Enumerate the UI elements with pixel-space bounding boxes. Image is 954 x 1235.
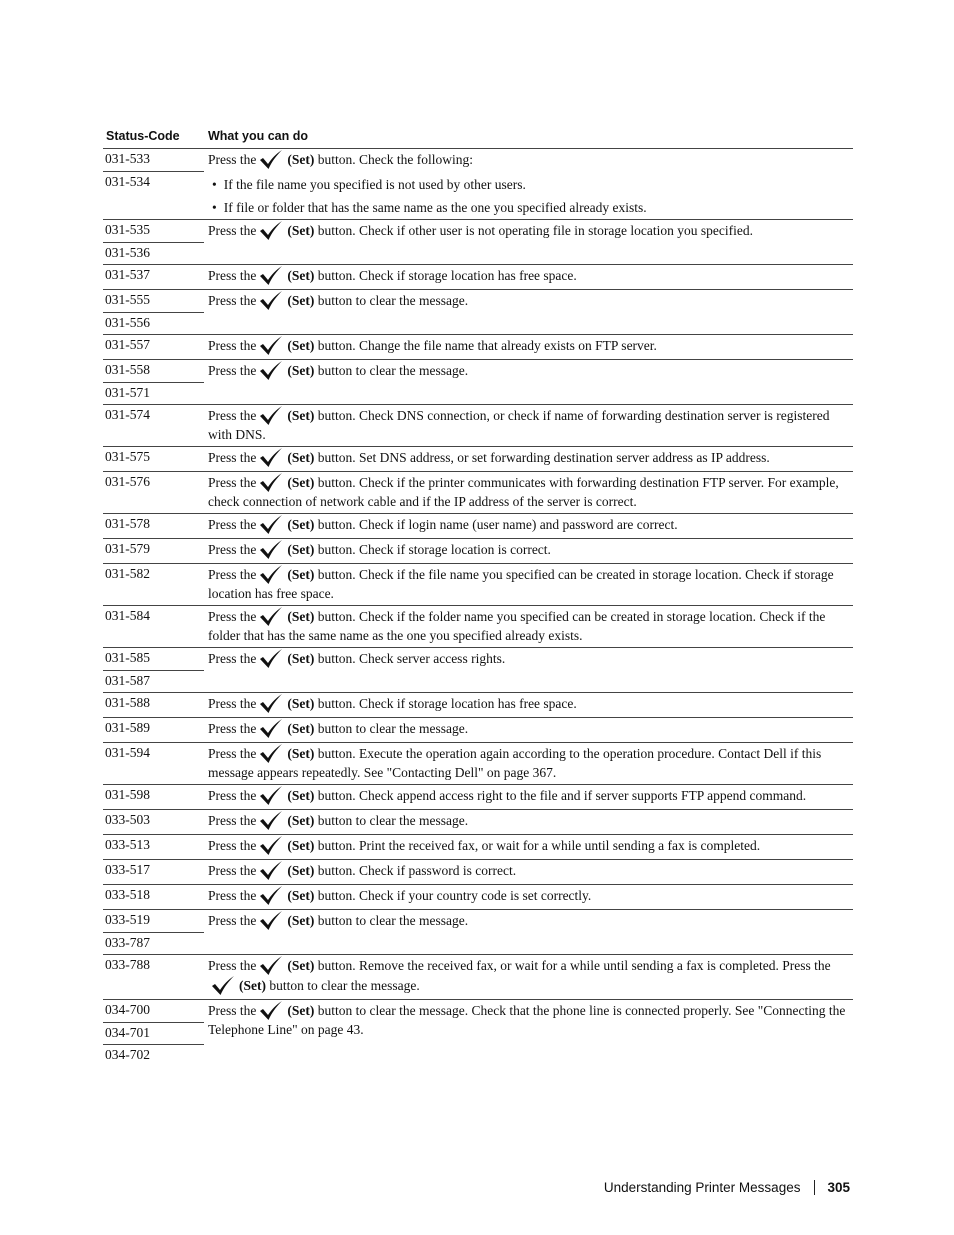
action-cell xyxy=(204,785,853,809)
status-code-cell xyxy=(103,472,204,513)
checkmark-icon xyxy=(259,448,283,468)
set-label: (Set) xyxy=(239,978,266,993)
press-the-text: Press the xyxy=(208,863,257,878)
checkmark-icon xyxy=(259,515,283,535)
press-the-text: Press the xyxy=(208,746,257,761)
press-the-text: Press the xyxy=(208,788,257,803)
page-number: 305 xyxy=(827,1180,850,1195)
press-the-text: Press the xyxy=(208,838,257,853)
action-cell xyxy=(204,564,853,605)
action-cell xyxy=(204,835,853,859)
checkmark-icon xyxy=(259,540,283,560)
table-row xyxy=(103,265,853,290)
table-row xyxy=(103,835,853,860)
press-the-text: Press the xyxy=(208,696,257,711)
set-label: (Set) xyxy=(287,223,315,238)
action-text: button. Check if the file name you specified can be created in storage location. Check if storage location has free space. xyxy=(208,567,834,601)
action-cell xyxy=(204,265,853,289)
status-code: 031-578 xyxy=(105,516,150,531)
table-row xyxy=(103,743,853,785)
status-code: 031-535 xyxy=(105,222,150,237)
status-code-cell xyxy=(103,718,204,742)
status-code: 031-584 xyxy=(105,608,150,623)
checkmark-icon xyxy=(259,221,283,241)
status-code-cell xyxy=(103,220,204,264)
action-cell xyxy=(204,472,853,513)
checkmark-icon xyxy=(259,719,283,739)
press-the-text: Press the xyxy=(208,363,257,378)
status-code: 031-594 xyxy=(105,745,150,760)
status-code-table xyxy=(103,123,853,1066)
set-label: (Set) xyxy=(287,293,315,308)
action-cell xyxy=(204,360,853,404)
set-label: (Set) xyxy=(287,1003,315,1018)
status-code-cell xyxy=(103,955,204,999)
table-row xyxy=(103,360,853,405)
action-cell xyxy=(204,885,853,909)
table-row xyxy=(103,539,853,564)
action-text: button to clear the message. xyxy=(317,721,469,736)
status-code: 031-582 xyxy=(105,566,150,581)
press-the-text: Press the xyxy=(208,721,257,736)
checkmark-icon xyxy=(259,649,283,669)
press-the-text: Press the xyxy=(208,475,257,490)
bullet-item: • If file or folder that has the same name as the one you specified already exists. xyxy=(208,199,847,216)
set-label: (Set) xyxy=(287,152,315,167)
status-code-cell xyxy=(103,447,204,471)
bullet-item: • If the file name you specified is not used by other users. xyxy=(208,176,847,193)
press-the-text: Press the xyxy=(208,651,257,666)
table-row xyxy=(103,718,853,743)
action-text: button. Check if storage location has free space. xyxy=(317,696,577,711)
header-what-you-can-do: What you can do xyxy=(208,128,308,143)
press-the-text: Press the xyxy=(208,542,257,557)
checkmark-icon xyxy=(259,607,283,627)
action-cell xyxy=(204,743,853,784)
table-row xyxy=(103,405,853,447)
set-label: (Set) xyxy=(287,813,315,828)
checkmark-icon xyxy=(259,291,283,311)
table-row xyxy=(103,220,853,265)
checkmark-icon xyxy=(259,361,283,381)
status-code: 031-598 xyxy=(105,787,150,802)
set-label: (Set) xyxy=(287,958,315,973)
press-the-text: Press the xyxy=(208,913,257,928)
action-cell xyxy=(204,405,853,446)
table-row xyxy=(103,335,853,360)
action-cell xyxy=(204,860,853,884)
status-code: 031-555 xyxy=(105,292,150,307)
action-text: button. Check DNS connection, or check if name of forwarding destination server is registered with DNS. xyxy=(208,408,830,442)
table-header xyxy=(103,123,853,149)
action-text: button to clear the message. Check that the phone line is connected properly. See "Connecting the Telephone Line" on page 43. xyxy=(208,1003,846,1037)
checkmark-icon xyxy=(259,406,283,426)
action-text: button to clear the message. xyxy=(317,293,469,308)
status-code: 033-513 xyxy=(105,837,150,852)
status-code-cell xyxy=(103,910,204,954)
table-row xyxy=(103,648,853,693)
status-code: 033-517 xyxy=(105,862,150,877)
status-code: 031-533 xyxy=(105,151,150,166)
action-text: button. Check if the printer communicates with forwarding destination FTP server. For example, check connection of network cable and if the IP address of the server is correct. xyxy=(208,475,839,509)
checkmark-icon xyxy=(259,956,283,976)
footer-section-title: Understanding Printer Messages xyxy=(603,1180,801,1195)
table-row xyxy=(103,885,853,910)
set-label: (Set) xyxy=(287,863,315,878)
action-cell xyxy=(204,910,853,954)
status-code: 031-557 xyxy=(105,337,150,352)
press-the-text: Press the xyxy=(208,609,257,624)
action-text: button. Check if password is correct. xyxy=(317,863,517,878)
page-footer xyxy=(604,1180,850,1195)
status-code: 031-575 xyxy=(105,449,150,464)
action-cell xyxy=(204,335,853,359)
press-the-text: Press the xyxy=(208,450,257,465)
table-body xyxy=(103,149,853,1066)
status-code: 031-589 xyxy=(105,720,150,735)
action-cell xyxy=(204,718,853,742)
status-code: 031-588 xyxy=(105,695,150,710)
set-label: (Set) xyxy=(287,268,315,283)
press-the-text: Press the xyxy=(208,408,257,423)
action-cell xyxy=(204,693,853,717)
action-cell xyxy=(204,149,853,219)
action-cell xyxy=(204,514,853,538)
set-label: (Set) xyxy=(287,721,315,736)
status-code: 033-518 xyxy=(105,887,150,902)
status-code-cell xyxy=(103,405,204,446)
status-code-cell xyxy=(103,693,204,717)
status-code-cell xyxy=(103,785,204,809)
action-text: button to clear the message. xyxy=(317,913,469,928)
table-row xyxy=(103,514,853,539)
set-label: (Set) xyxy=(287,788,315,803)
action-cell xyxy=(204,810,853,834)
status-code-cell xyxy=(103,265,204,289)
checkmark-icon xyxy=(259,473,283,493)
action-text: button. Check if other user is not operating file in storage location you specified. xyxy=(317,223,754,238)
action-text: button. Check append access right to the file and if server supports FTP append command. xyxy=(317,788,807,803)
press-the-text: Press the xyxy=(208,888,257,903)
action-text: button to clear the message. xyxy=(317,813,469,828)
action-text: button. Set DNS address, or set forwarding destination server address as IP address. xyxy=(317,450,770,465)
set-label: (Set) xyxy=(287,651,315,666)
status-code-cell xyxy=(103,539,204,563)
status-code-cell xyxy=(103,860,204,884)
checkmark-icon xyxy=(259,1001,283,1021)
action-cell xyxy=(204,1000,853,1066)
status-code: 031-585 xyxy=(105,650,150,665)
footer-divider xyxy=(814,1180,815,1195)
status-code-cell xyxy=(103,1000,204,1066)
set-label: (Set) xyxy=(287,888,315,903)
status-code-cell xyxy=(103,335,204,359)
set-label: (Set) xyxy=(287,746,315,761)
action-text: button. Check server access rights. xyxy=(317,651,506,666)
action-cell xyxy=(204,606,853,647)
press-the-text: Press the xyxy=(208,813,257,828)
action-cell xyxy=(204,220,853,264)
table-row xyxy=(103,910,853,955)
table-row xyxy=(103,606,853,648)
status-code-cell xyxy=(103,149,204,219)
action-text: button to clear the message. xyxy=(317,363,469,378)
press-the-text: Press the xyxy=(208,567,257,582)
status-code: 031-537 xyxy=(105,267,150,282)
checkmark-icon xyxy=(259,886,283,906)
table-row xyxy=(103,785,853,810)
status-code-cell xyxy=(103,360,204,404)
checkmark-icon xyxy=(259,565,283,585)
press-the-text: Press the xyxy=(208,152,257,167)
set-label: (Set) xyxy=(287,338,315,353)
status-code-cell xyxy=(103,290,204,334)
press-the-text: Press the xyxy=(208,223,257,238)
action-cell xyxy=(204,290,853,334)
status-code: 033-519 xyxy=(105,912,150,927)
set-label: (Set) xyxy=(287,609,315,624)
status-code-cell xyxy=(103,564,204,605)
set-label: (Set) xyxy=(287,363,315,378)
checkmark-icon xyxy=(259,150,283,170)
status-code: 034-700 xyxy=(105,1002,150,1017)
checkmark-icon xyxy=(259,911,283,931)
action-text-lead: the xyxy=(814,958,831,973)
press-the-text: Press the xyxy=(208,1003,257,1018)
action-text: button. Print the received fax, or wait for a while until sending a fax is completed. xyxy=(317,838,761,853)
set-label: (Set) xyxy=(287,517,315,532)
status-code: 031-536 xyxy=(103,242,204,264)
checkmark-icon xyxy=(211,976,235,996)
checkmark-icon xyxy=(259,266,283,286)
table-row xyxy=(103,472,853,514)
action-text: button. Check if login name (user name) and password are correct. xyxy=(317,517,678,532)
action-text: button. Change the file name that already exists on FTP server. xyxy=(317,338,657,353)
action-text: button. Check if the folder name you specified can be created in storage location. Check if the folder that has the same name as the one you specified already exists. xyxy=(208,609,826,643)
action-text: button. Remove the received fax, or wait for a while until sending a fax is completed. Press xyxy=(317,958,811,973)
table-row xyxy=(103,447,853,472)
set-label: (Set) xyxy=(287,450,315,465)
action-text: button. Check if storage location has free space. xyxy=(317,268,577,283)
status-code: 031-574 xyxy=(105,407,150,422)
table-row xyxy=(103,860,853,885)
status-code: 031-534 xyxy=(103,171,204,193)
status-code-cell xyxy=(103,514,204,538)
status-code-cell xyxy=(103,810,204,834)
action-cell xyxy=(204,648,853,692)
status-code: 031-556 xyxy=(103,312,204,334)
press-the-text: Press the xyxy=(208,293,257,308)
checkmark-icon xyxy=(259,694,283,714)
set-label: (Set) xyxy=(287,838,315,853)
press-the-text: Press the xyxy=(208,517,257,532)
status-code: 031-587 xyxy=(103,670,204,692)
checkmark-icon xyxy=(259,811,283,831)
status-code-cell xyxy=(103,648,204,692)
table-row xyxy=(103,149,853,220)
table-row xyxy=(103,693,853,718)
action-text-tail: button to clear the message. xyxy=(269,978,420,993)
table-row xyxy=(103,955,853,1000)
press-the-text: Press the xyxy=(208,338,257,353)
action-text: button. Check the following: xyxy=(317,152,473,167)
action-cell xyxy=(204,955,853,999)
action-text: button. Check if storage location is correct. xyxy=(317,542,551,557)
status-code: 034-701 xyxy=(103,1022,204,1044)
checkmark-icon xyxy=(259,336,283,356)
checkmark-icon xyxy=(259,744,283,764)
status-code: 034-702 xyxy=(103,1044,204,1066)
set-label: (Set) xyxy=(287,475,315,490)
status-code: 031-571 xyxy=(103,382,204,404)
set-label: (Set) xyxy=(287,408,315,423)
action-text: button. Execute the operation again according to the operation procedure. Contact Dell if this message appears repeatedly. See "Contacting Dell" on page 367. xyxy=(208,746,822,780)
checkmark-icon xyxy=(259,786,283,806)
table-row xyxy=(103,1000,853,1066)
set-label: (Set) xyxy=(287,696,315,711)
press-the-text: Press the xyxy=(208,268,257,283)
status-code: 031-558 xyxy=(105,362,150,377)
status-code: 033-787 xyxy=(103,932,204,954)
set-label: (Set) xyxy=(287,542,315,557)
action-text: button. Check if your country code is set correctly. xyxy=(317,888,592,903)
set-label: (Set) xyxy=(287,913,315,928)
press-the-text: Press the xyxy=(208,958,257,973)
status-code: 033-503 xyxy=(105,812,150,827)
status-code-cell xyxy=(103,743,204,784)
header-status-code: Status-Code xyxy=(106,128,180,143)
status-code: 031-576 xyxy=(105,474,150,489)
status-code: 033-788 xyxy=(105,957,150,972)
status-code-cell xyxy=(103,606,204,647)
table-row xyxy=(103,810,853,835)
status-code-cell xyxy=(103,835,204,859)
table-row xyxy=(103,564,853,606)
set-label: (Set) xyxy=(287,567,315,582)
checkmark-icon xyxy=(259,861,283,881)
action-cell xyxy=(204,539,853,563)
checkmark-icon xyxy=(259,836,283,856)
status-code-cell xyxy=(103,885,204,909)
status-code: 031-579 xyxy=(105,541,150,556)
table-row xyxy=(103,290,853,335)
action-cell xyxy=(204,447,853,471)
